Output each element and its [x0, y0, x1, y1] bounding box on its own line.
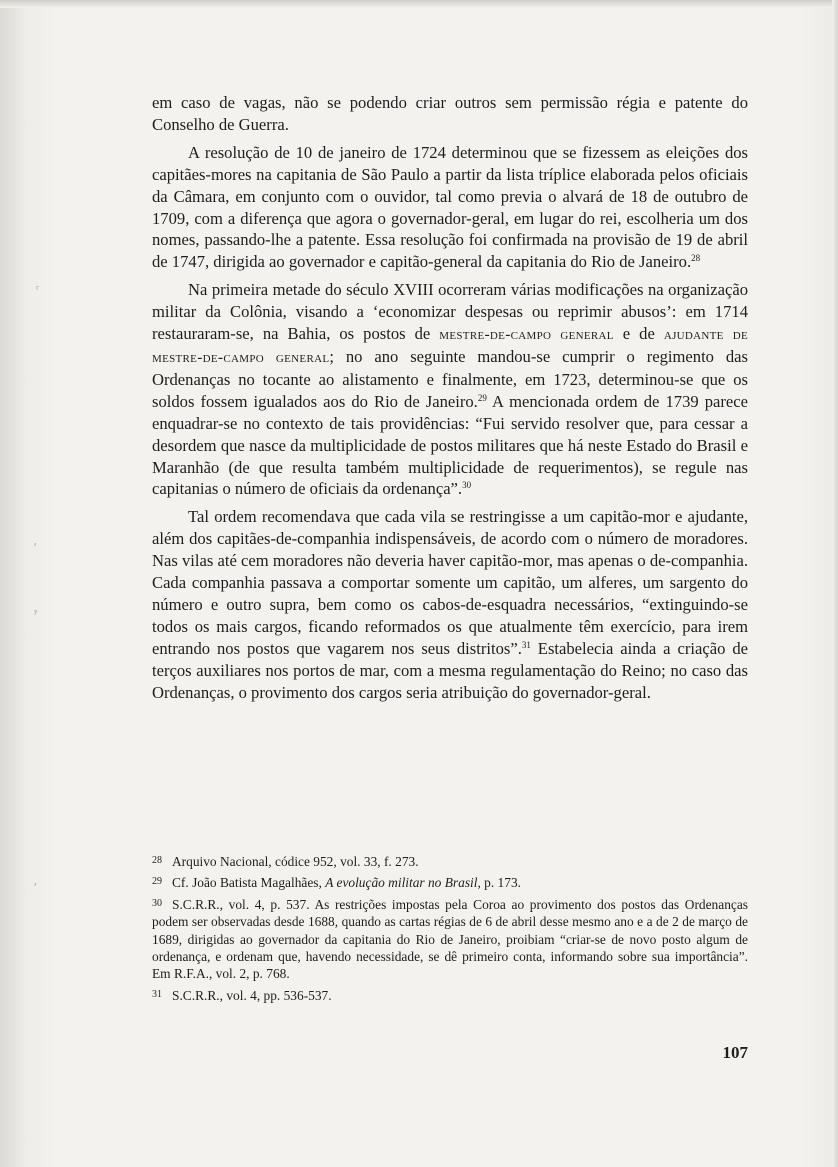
footnote-number: 28 [152, 855, 162, 866]
paragraph [152, 279, 748, 500]
footnote-text: Cf. João Batista Magalhães, [172, 875, 326, 891]
margin-mark: ʹ [34, 880, 37, 894]
small-caps-term: ajudante de mestre-de-campo general [152, 326, 749, 366]
paragraph-text: A mencionada ordem de 1739 parece enquadrar-se no contexto de tais providências: “Fui servido resolver que, para cessar a desordem que nasce da multiplicidade de postos militares que há neste Estado do Brasil e Maranhão (de que resulta também multiplicidade de requerimentos), se regule nas capitanias o número de oficiais da ordenança”. [152, 391, 748, 499]
footnote-number: 29 [152, 876, 162, 888]
footnote-31 [152, 986, 748, 1004]
paragraph-text: Estabelecia ainda a criação de terços auxiliares nos portos de mar, com a mesma regulamentação do Reino; no caso das Ordenanças, o provimento dos cargos seria atribuição do governador-geral. [152, 638, 748, 702]
margin-mark: ʸ [34, 606, 38, 620]
paragraph [152, 506, 748, 703]
paragraph-text: em caso de vagas, não se podendo criar outros sem permissão régia e patente do Conselho de Guerra. [152, 93, 748, 134]
page-number: 107 [722, 1043, 748, 1062]
footnote-29 [152, 873, 748, 891]
paragraph-text: Na primeira metade do século XVIII ocorreram várias modificações na organização militar da Colônia, visando a ‘economizar despesas ou reprimir abusos’: em 1714 restauraram-se, na Bahia, os postos de [152, 280, 748, 344]
paragraph-text: Tal ordem recomendava que cada vila se restringisse a um capitão-mor e ajudante, além dos capitães-de-companhia indispensáveis, de acordo com o número de moradores. Nas vilas até cem moradores não deveria haver capitão-mor, mas apenas o de-companhia. Cada companhia passava a comportar somente um capitão, um alferes, um sargento do número e outro supra, bem como os cabos-de-esquadra necessários, “extinguindo-se todos os mais cargos, ficando reformados os que atualmente têm exercício, para irem entrando nos postos que vagarem nos seus distritos”. [152, 507, 748, 658]
margin-mark: ʳ [36, 282, 39, 296]
footnote-ref: 28 [691, 253, 701, 264]
small-caps-term: mestre-de-campo general [439, 326, 614, 344]
margin-mark: ʹ [34, 540, 37, 554]
footnote-ref: 31 [521, 639, 531, 650]
paragraph [152, 142, 748, 273]
paragraph-text: ; no ano seguinte mandou-se cumprir o regimento das Ordenanças no tocante ao alistamento e finalmente, em 1723, determinou-se que os soldos fossem igualados aos do Rio de Janeiro. [152, 346, 748, 411]
footnote-text: , p. 173. [477, 875, 521, 891]
footnote-text: Arquivo Nacional, códice 952, vol. 33, f. 273. [172, 854, 419, 869]
footnote-ref: 29 [477, 392, 487, 403]
footnote-28 [152, 852, 748, 870]
main-text [152, 92, 748, 703]
footnote-ref: 30 [462, 480, 472, 491]
paragraph-text: A resolução de 10 de janeiro de 1724 determinou que se fizessem as eleições dos capitães-mores na capitania de São Paulo a partir da lista tríplice elaborada pelos oficiais da Câmara, em conjunto com o ouvidor, tal como previa o alvará de 18 de outubro de 1709, com a diferença que agora o governador-geral, em lugar do rei, escolheria um dos nomes, passando-lhe a patente. Essa resolução foi confirmada na provisão de 19 de abril de 1747, dirigida ao governador e capitão-general da capitania do Rio de Janeiro. [152, 142, 748, 272]
footnote-number: 31 [152, 988, 162, 1000]
page-top-edge [0, 0, 838, 8]
footnote-30 [152, 895, 748, 983]
page-right-edge [832, 0, 838, 1167]
paragraph-text: e de [613, 324, 664, 344]
footnote-number: 30 [152, 897, 162, 909]
footnote-text: S.C.R.R., vol. 4, p. 537. As restrições impostas pela Coroa ao provimento dos postos das Ordenanças podem ser observadas desde 1688, quando as cartas régias de 6 de abril desse mesmo ano e a de 2 de março de 1689, dirigidas ao governador da capitania do Rio de Janeiro, proibiam “criar-se de novo posto algum de ordenança, e ordenam que, havendo necessidade, se dê primeiro conta, informando sobre sua importância”. Em R.F.A., vol. 2, p. 768. [152, 896, 748, 982]
footnotes [152, 852, 748, 1007]
paragraph [152, 92, 748, 136]
footnote-book-title: A evolução militar no Brasil [325, 875, 478, 891]
footnote-text: S.C.R.R., vol. 4, pp. 536-537. [172, 987, 332, 1003]
